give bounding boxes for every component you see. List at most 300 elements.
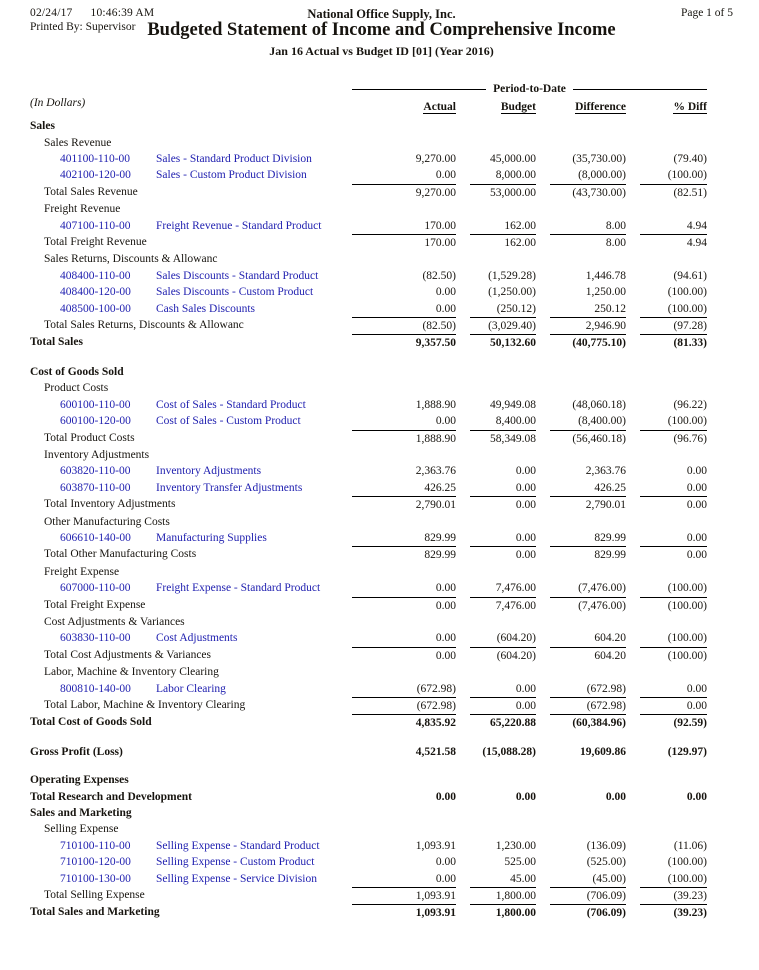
row-label: Total Research and Development — [30, 790, 192, 803]
budget-value: 0.00 — [515, 465, 536, 478]
actual-value: 170.00 — [352, 234, 456, 251]
pct-diff-value: (100.00) — [667, 582, 707, 595]
pct-diff-value: 0.00 — [640, 546, 707, 563]
actual-value — [352, 664, 456, 680]
pct-diff-value: (100.00) — [667, 415, 707, 428]
report-row — [30, 317, 733, 334]
actual-value — [352, 564, 456, 580]
account-number-link[interactable]: 407100-110-00 — [60, 219, 131, 232]
report-row — [30, 564, 733, 580]
report-row — [30, 118, 733, 134]
pct-diff-value: (39.23) — [640, 887, 707, 904]
difference-value: (672.98) — [586, 682, 626, 695]
pct-diff-value — [640, 564, 707, 580]
budget-value: 7,476.00 — [470, 597, 536, 614]
report-table — [30, 81, 733, 922]
account-row-label — [30, 480, 338, 496]
pct-diff-value: (92.59) — [640, 714, 707, 731]
account-description-link[interactable]: Selling Expense - Custom Product — [156, 856, 315, 869]
budget-value: (604.20) — [496, 632, 536, 645]
actual-value: 1,093.91 — [352, 904, 456, 921]
pct-diff-value — [640, 251, 707, 267]
account-row-label — [30, 871, 338, 887]
account-description-link[interactable]: Sales Discounts - Standard Product — [156, 269, 319, 282]
budget-value: 8,000.00 — [495, 169, 536, 182]
account-description-link[interactable]: Sales - Custom Product Division — [156, 169, 307, 182]
print-time: 10:46:39 AM — [90, 7, 155, 19]
account-row-label — [30, 838, 338, 854]
difference-value: 2,790.01 — [550, 496, 626, 513]
pct-diff-value — [640, 380, 707, 396]
difference-value — [550, 380, 626, 396]
row-label: Product Costs — [44, 382, 109, 395]
actual-value: 170.00 — [424, 219, 456, 232]
account-number-link[interactable]: 603870-110-00 — [60, 481, 131, 494]
budget-value: 8,400.00 — [495, 415, 536, 428]
row-label: Total Sales — [30, 336, 83, 349]
actual-value: 0.00 — [435, 856, 456, 869]
budget-value — [470, 380, 536, 396]
difference-value: (7,476.00) — [578, 582, 626, 595]
account-description-link[interactable]: Selling Expense - Standard Product — [156, 839, 320, 852]
account-description-link[interactable]: Cash Sales Discounts — [156, 302, 256, 315]
actual-value — [352, 514, 456, 530]
budget-value: 7,476.00 — [495, 582, 536, 595]
actual-value: 0.00 — [435, 582, 456, 595]
account-row-label — [30, 854, 338, 870]
row-label: Freight Expense — [44, 565, 120, 578]
pct-diff-value: (97.28) — [640, 317, 707, 334]
report-row — [30, 789, 733, 805]
difference-value — [550, 614, 626, 630]
difference-value — [550, 201, 626, 217]
actual-value — [352, 135, 456, 151]
account-description-link[interactable]: Inventory Transfer Adjustments — [156, 481, 303, 494]
difference-value: (8,400.00) — [578, 415, 626, 428]
actual-value — [352, 805, 456, 821]
account-row-label — [30, 413, 338, 429]
report-row — [30, 887, 733, 904]
budget-value: 1,800.00 — [470, 904, 536, 921]
report-row — [30, 413, 733, 429]
report-row — [30, 496, 733, 513]
actual-value: 829.99 — [424, 531, 456, 544]
budget-value: (250.12) — [496, 302, 536, 315]
account-description-link[interactable]: Inventory Adjustments — [156, 465, 262, 478]
account-description-link[interactable]: Freight Expense - Standard Product — [156, 582, 321, 595]
budget-value: 0.00 — [515, 790, 536, 803]
in-dollars-label: (In Dollars) — [30, 97, 86, 110]
report-row — [30, 714, 733, 731]
actual-value: (82.50) — [422, 269, 456, 282]
printed-by-value: Supervisor — [85, 21, 136, 33]
difference-value — [550, 564, 626, 580]
account-number-link[interactable]: 600100-110-00 — [60, 398, 131, 411]
account-description-link[interactable]: Cost of Sales - Standard Product — [156, 398, 306, 411]
budget-value: (15,088.28) — [482, 745, 536, 758]
pct-diff-value — [640, 135, 707, 151]
difference-value: (706.09) — [550, 887, 626, 904]
row-label: Total Other Manufacturing Costs — [44, 548, 197, 561]
difference-value — [550, 821, 626, 837]
pct-diff-value: 0.00 — [640, 697, 707, 714]
budget-value — [470, 364, 536, 380]
difference-value — [550, 135, 626, 151]
difference-value: (136.09) — [586, 839, 626, 852]
pct-diff-value: (100.00) — [667, 286, 707, 299]
account-description-link[interactable]: Freight Revenue - Standard Product — [156, 219, 322, 232]
difference-value — [550, 251, 626, 267]
pct-diff-value — [640, 664, 707, 680]
account-row-label — [30, 167, 338, 183]
budget-value: 0.00 — [515, 682, 536, 695]
actual-value: 0.00 — [352, 647, 456, 664]
difference-value: 8.00 — [605, 219, 626, 232]
account-number-link[interactable]: 408400-120-00 — [60, 286, 131, 299]
pct-diff-value — [640, 821, 707, 837]
pct-diff-value: 0.00 — [686, 481, 707, 494]
account-number-link[interactable]: 408400-110-00 — [60, 269, 131, 282]
account-description-link[interactable]: Labor Clearing — [156, 682, 226, 695]
budget-value — [470, 805, 536, 821]
pct-diff-value: 0.00 — [640, 496, 707, 513]
difference-value: 426.25 — [594, 481, 626, 494]
account-number-link[interactable]: 710100-130-00 — [60, 872, 131, 885]
actual-value: 1,888.90 — [352, 430, 456, 447]
row-label: Total Cost of Goods Sold — [30, 716, 152, 729]
pct-diff-value: 4.94 — [686, 219, 707, 232]
report-rows — [30, 118, 733, 922]
account-number-link[interactable]: 710100-110-00 — [60, 839, 131, 852]
budget-value: (1,250.00) — [488, 286, 536, 299]
difference-value: (45.00) — [592, 872, 626, 885]
column-header-actual: Actual — [423, 101, 456, 114]
actual-value — [352, 118, 456, 134]
difference-value — [550, 364, 626, 380]
account-number-link[interactable]: 603830-110-00 — [60, 632, 131, 645]
report-row — [30, 397, 733, 413]
actual-value — [352, 251, 456, 267]
report-row — [30, 234, 733, 251]
company-name: National Office Supply, Inc. — [307, 7, 456, 21]
actual-value: (82.50) — [352, 317, 456, 334]
actual-value: 2,790.01 — [352, 496, 456, 513]
difference-value: 829.99 — [594, 531, 626, 544]
pct-diff-value: (11.06) — [673, 839, 707, 852]
report-row — [30, 904, 733, 921]
pct-diff-value — [640, 201, 707, 217]
actual-value: 1,888.90 — [415, 398, 456, 411]
report-row — [30, 184, 733, 201]
actual-value — [352, 364, 456, 380]
actual-value: 1,093.91 — [415, 839, 456, 852]
budget-value: 50,132.60 — [470, 334, 536, 351]
row-label: Total Freight Expense — [44, 598, 146, 611]
actual-value: (672.98) — [352, 697, 456, 714]
actual-value: 1,093.91 — [352, 887, 456, 904]
pct-diff-value: (100.00) — [667, 169, 707, 182]
report-row — [30, 480, 733, 496]
report-row — [30, 463, 733, 479]
report-row — [30, 201, 733, 217]
report-row — [30, 647, 733, 664]
account-description-link[interactable]: Sales - Standard Product Division — [156, 153, 312, 165]
row-label: Total Product Costs — [44, 431, 135, 444]
report-row — [30, 821, 733, 837]
pct-diff-value: (81.33) — [640, 334, 707, 351]
report-row — [30, 546, 733, 563]
report-row — [30, 151, 733, 167]
actual-value — [352, 821, 456, 837]
difference-value: (525.00) — [586, 856, 626, 869]
row-label: Total Labor, Machine & Inventory Clearing — [44, 699, 246, 711]
period-banner — [352, 81, 707, 96]
budget-value: 162.00 — [504, 219, 536, 232]
report-row — [30, 681, 733, 697]
difference-value: 829.99 — [550, 546, 626, 563]
actual-value: 9,270.00 — [352, 184, 456, 201]
difference-value: (40,775.10) — [550, 334, 626, 351]
column-header-difference: Difference — [575, 101, 626, 114]
budget-value — [470, 135, 536, 151]
print-datetime — [30, 7, 230, 19]
difference-value: 8.00 — [550, 234, 626, 251]
budget-value: 49,949.08 — [490, 398, 536, 411]
difference-value — [550, 805, 626, 821]
report-row — [30, 430, 733, 447]
pct-diff-value: (100.00) — [667, 302, 707, 315]
account-description-link[interactable]: Sales Discounts - Custom Product — [156, 286, 314, 299]
report-row — [30, 614, 733, 630]
period-to-date-label: Period-to-Date — [493, 82, 566, 95]
row-label: Other Manufacturing Costs — [44, 515, 170, 528]
budget-value: 162.00 — [470, 234, 536, 251]
report-row — [30, 284, 733, 300]
account-number-link[interactable]: 606610-140-00 — [60, 531, 131, 544]
account-number-link[interactable]: 800810-140-00 — [60, 682, 131, 695]
report-row — [30, 380, 733, 396]
actual-value — [352, 447, 456, 463]
pct-diff-value: (79.40) — [673, 153, 707, 165]
account-row-label — [30, 268, 338, 284]
row-label: Total Sales Revenue — [44, 185, 138, 198]
actual-value: 0.00 — [435, 632, 456, 645]
row-label: Sales — [30, 120, 55, 133]
budget-value: (604.20) — [470, 647, 536, 664]
report-row — [30, 597, 733, 614]
page-number: Page 1 of 5 — [680, 7, 733, 19]
account-number-link[interactable]: 408500-100-00 — [60, 302, 131, 315]
difference-value: 604.20 — [594, 632, 626, 645]
account-row-label — [30, 580, 338, 596]
report-row — [30, 744, 733, 760]
budget-value — [470, 251, 536, 267]
actual-value: 9,357.50 — [352, 334, 456, 351]
pct-diff-value: 4.94 — [640, 234, 707, 251]
account-number-link[interactable]: 710100-120-00 — [60, 856, 131, 869]
report-row — [30, 697, 733, 714]
pct-diff-value — [640, 447, 707, 463]
spacer-row — [30, 732, 733, 744]
row-label: Total Sales and Marketing — [30, 906, 160, 919]
report-row — [30, 334, 733, 351]
report-row — [30, 871, 733, 887]
actual-value: 9,270.00 — [415, 153, 456, 165]
actual-value: 0.00 — [435, 302, 456, 315]
report-title: Budgeted Statement of Income and Comprehensive Income — [147, 20, 616, 40]
budget-value: 1,230.00 — [495, 839, 536, 852]
difference-value: (60,384.96) — [550, 714, 626, 731]
budget-value: 65,220.88 — [470, 714, 536, 731]
account-description-link[interactable]: Cost Adjustments — [156, 632, 238, 645]
row-label: Gross Profit (Loss) — [30, 745, 123, 758]
report-row — [30, 167, 733, 183]
pct-diff-value: (96.76) — [640, 430, 707, 447]
account-row-label — [30, 630, 338, 646]
difference-value: 1,250.00 — [585, 286, 626, 299]
printed-by-label: Printed By: — [30, 21, 83, 33]
budget-value: 0.00 — [470, 546, 536, 563]
actual-value: 829.99 — [352, 546, 456, 563]
spacer-row — [30, 760, 733, 772]
row-label: Freight Revenue — [44, 203, 121, 216]
actual-value — [352, 380, 456, 396]
account-row-label — [30, 681, 338, 697]
pct-diff-value: 0.00 — [686, 790, 707, 803]
report-row — [30, 251, 733, 267]
difference-value — [550, 664, 626, 680]
account-number-link[interactable]: 600100-120-00 — [60, 415, 131, 428]
difference-value: (706.09) — [550, 904, 626, 921]
print-date: 02/24/17 — [30, 7, 73, 19]
report-row — [30, 364, 733, 380]
actual-value — [352, 772, 456, 788]
account-row-label — [30, 301, 338, 317]
pct-diff-value: (94.61) — [673, 269, 707, 282]
pct-diff-value: 0.00 — [686, 531, 707, 544]
account-number-link[interactable]: 603820-110-00 — [60, 465, 131, 478]
budget-value: (3,029.40) — [470, 317, 536, 334]
budget-value — [470, 821, 536, 837]
report-row — [30, 135, 733, 151]
report-row — [30, 447, 733, 463]
row-label: Inventory Adjustments — [44, 448, 150, 461]
report-row — [30, 630, 733, 646]
actual-value: 4,835.92 — [352, 714, 456, 731]
pct-diff-value: (100.00) — [640, 597, 707, 614]
account-description-link[interactable]: Cost of Sales - Custom Product — [156, 415, 301, 428]
pct-diff-value — [640, 514, 707, 530]
account-row-label — [30, 397, 338, 413]
budget-value — [470, 118, 536, 134]
difference-value — [550, 118, 626, 134]
report-row — [30, 530, 733, 546]
pct-diff-value: 0.00 — [686, 465, 707, 478]
budget-value: (1,529.28) — [488, 269, 536, 282]
budget-value — [470, 564, 536, 580]
difference-value: (672.98) — [550, 697, 626, 714]
budget-value: 45.00 — [510, 872, 536, 885]
pct-diff-value: (100.00) — [640, 647, 707, 664]
report-row — [30, 218, 733, 234]
row-label: Cost of Goods Sold — [30, 365, 124, 378]
pct-diff-value — [640, 364, 707, 380]
report-row — [30, 805, 733, 821]
difference-value: (56,460.18) — [550, 430, 626, 447]
actual-value: 0.00 — [435, 415, 456, 428]
account-number-link[interactable]: 607000-110-00 — [60, 582, 131, 595]
account-row-label — [30, 218, 338, 234]
budget-value: 0.00 — [515, 481, 536, 494]
account-description-link[interactable]: Selling Expense - Service Division — [156, 872, 317, 885]
account-number-link[interactable]: 401100-110-00 — [60, 153, 131, 165]
account-row-label — [30, 463, 338, 479]
actual-value: 0.00 — [435, 790, 456, 803]
report-row — [30, 854, 733, 870]
column-header-pct-diff: % Diff — [673, 101, 707, 114]
column-header-budget: Budget — [500, 101, 536, 114]
account-description-link[interactable]: Manufacturing Supplies — [156, 531, 267, 544]
pct-diff-value: (82.51) — [640, 184, 707, 201]
account-number-link[interactable]: 402100-120-00 — [60, 169, 131, 182]
banner-line-right — [573, 89, 707, 90]
report-row — [30, 838, 733, 854]
difference-value: (48,060.18) — [572, 398, 626, 411]
actual-value: 426.25 — [424, 481, 456, 494]
pct-diff-value: (129.97) — [667, 745, 707, 758]
account-row-label — [30, 530, 338, 546]
budget-value — [470, 514, 536, 530]
row-label: Labor, Machine & Inventory Clearing — [44, 666, 219, 679]
budget-value: 0.00 — [515, 531, 536, 544]
pct-diff-value — [640, 772, 707, 788]
budget-value: 0.00 — [470, 496, 536, 513]
budget-value: 45,000.00 — [490, 153, 536, 165]
difference-value: 2,363.76 — [585, 465, 626, 478]
row-label: Total Cost Adjustments & Variances — [44, 648, 211, 661]
budget-value — [470, 447, 536, 463]
row-label: Sales and Marketing — [30, 807, 132, 820]
actual-value: 0.00 — [435, 286, 456, 299]
budget-value: 525.00 — [504, 856, 536, 869]
actual-value: 4,521.58 — [415, 745, 456, 758]
budget-value: 53,000.00 — [470, 184, 536, 201]
pct-diff-value: (100.00) — [667, 856, 707, 869]
banner-spacer — [30, 81, 338, 96]
row-label: Total Inventory Adjustments — [44, 498, 176, 511]
difference-value: 2,946.90 — [550, 317, 626, 334]
difference-value: 604.20 — [550, 647, 626, 664]
actual-value — [352, 614, 456, 630]
difference-value: 19,609.86 — [580, 745, 626, 758]
banner-line-left — [352, 89, 486, 90]
actual-value: (672.98) — [416, 682, 456, 695]
difference-value — [550, 447, 626, 463]
pct-diff-value: 0.00 — [686, 682, 707, 695]
report-row — [30, 268, 733, 284]
report-row — [30, 772, 733, 788]
row-label: Total Freight Revenue — [44, 236, 147, 249]
difference-value: (43,730.00) — [550, 184, 626, 201]
actual-value: 2,363.76 — [415, 465, 456, 478]
row-label: Total Selling Expense — [44, 889, 145, 902]
difference-value: (35,730.00) — [572, 153, 626, 165]
pct-diff-value: (39.23) — [640, 904, 707, 921]
difference-value — [550, 772, 626, 788]
account-row-label — [30, 284, 338, 300]
pct-diff-value: (100.00) — [667, 872, 707, 885]
report-row — [30, 514, 733, 530]
